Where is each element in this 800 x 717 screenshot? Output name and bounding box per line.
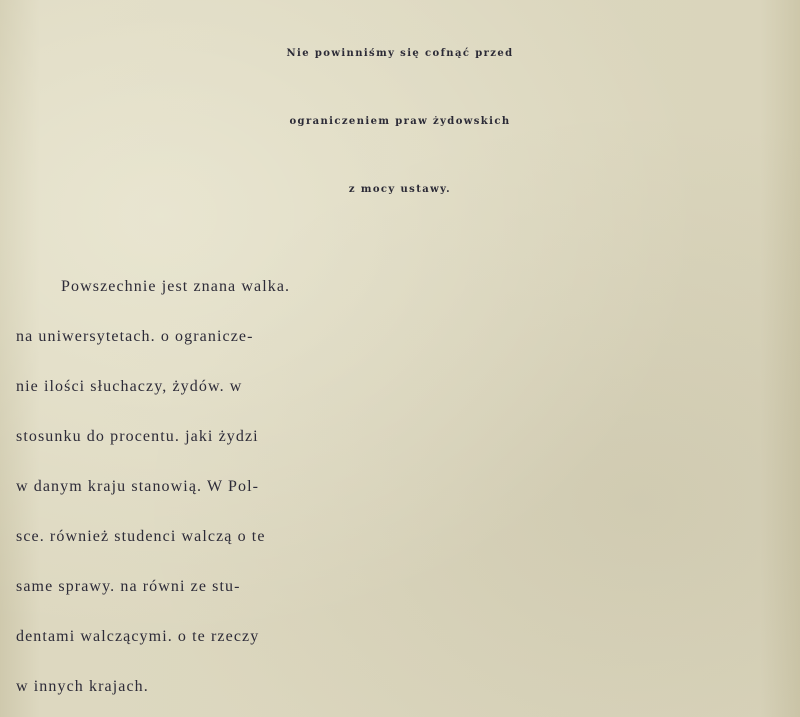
body-line-6: sce. również studenci walczą o te xyxy=(16,528,266,545)
headline-line-3: z mocy ustawy. xyxy=(348,184,452,195)
body-line-7: same sprawy. na równi ze stu- xyxy=(16,578,241,595)
article-body xyxy=(16,262,796,712)
body-line-5: w danym kraju stanowią. W Pol- xyxy=(16,478,260,495)
body-line-4: stosunku do procentu. jaki żydzi xyxy=(16,428,259,445)
body-line-3: nie ilości słuchaczy, żydów. w xyxy=(16,378,243,395)
body-line-2: na uniwersytetach. o ogranicze- xyxy=(16,328,254,345)
article-headline xyxy=(0,20,800,224)
body-line-9: w innych krajach. xyxy=(16,678,149,695)
body-line-1: Powszechnie jest znana walka. xyxy=(61,278,291,295)
headline-line-2: ograniczeniem praw żydowskich xyxy=(289,116,511,127)
body-line-8: dentami walczącymi. o te rzeczy xyxy=(16,628,260,645)
headline-line-1: Nie powinniśmy się cofnąć przed xyxy=(286,48,514,59)
